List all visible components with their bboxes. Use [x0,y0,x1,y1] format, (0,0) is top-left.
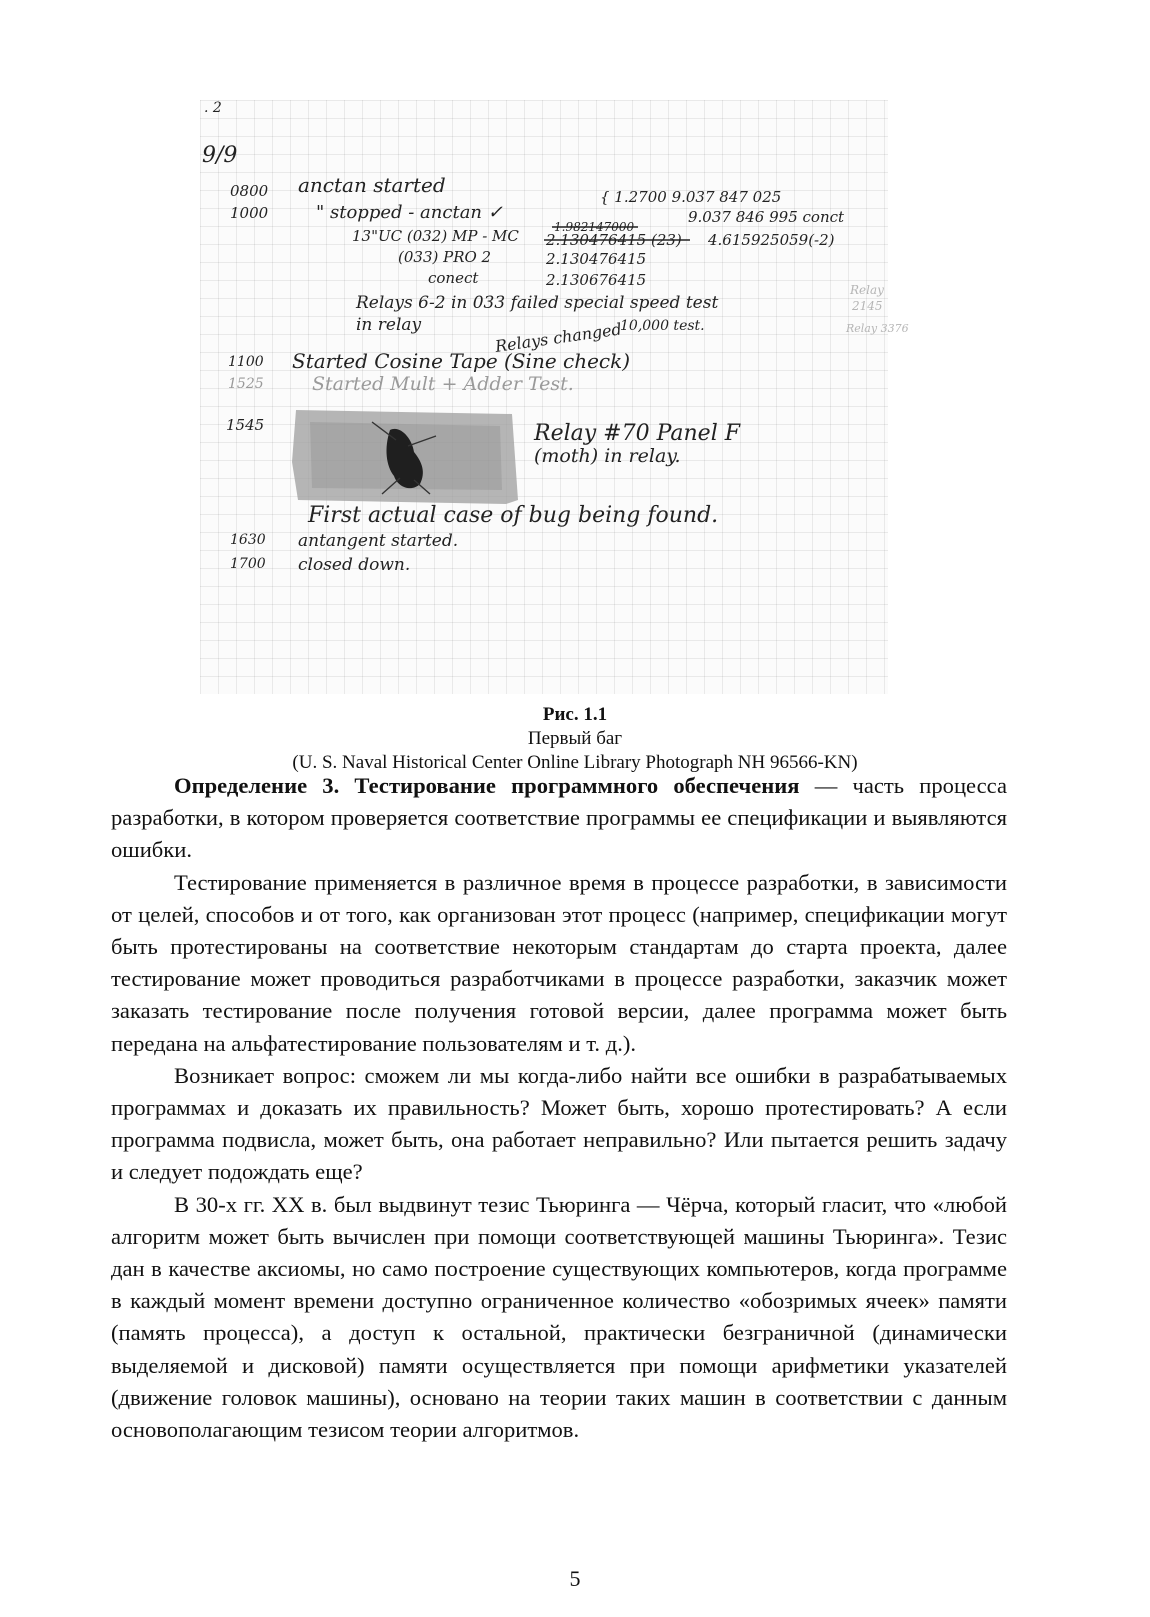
figure-title: Первый баг [527,728,623,749]
taped-moth-image [292,410,518,504]
log-entry: 10,000 test. [620,318,705,334]
log-entry: Relays 6-2 in 033 failed special speed test [356,293,719,313]
log-entry: conect [428,269,479,287]
page-corner-mark: . 2 [204,100,222,116]
log-entry: 13"UC (032) MP - MC [352,227,519,245]
log-entry: (moth) in relay. [534,445,681,467]
definition-term: Определение 3. Тестирование программного обеспечения [174,773,800,798]
log-time: 1630 [230,532,266,548]
log-values: 9.037 846 995 conct [688,208,845,226]
log-struck-value: 2.130476415 (23) [546,231,682,249]
log-entry: First actual case of bug being found. [308,503,719,528]
log-entry: Relay #70 Panel F [534,421,740,446]
log-entry: antangent started. [298,531,459,551]
log-entry: " stopped - anctan ✓ [316,202,503,223]
page-number: 5 [569,1566,581,1591]
log-side-note: Relay 3376 [846,322,909,335]
paragraph: Тестирование применяется в различное время в процессе разработки, в зависимости от целей, способов и от того, как организован этот процесс (например, спецификации могут быть протестированы на соответствие некоторым стандартам до старта проекта, далее тестирование может проводиться разработчиками в процессе разработки, заказчик может заказать тестирование после получения готовой версии, далее программа может быть передана на альфатестирование пользователям и т. д.). [111,869,1007,1056]
figure-caption [150,702,1000,775]
log-side-note: 2145 [852,299,883,313]
figure-log-photo [200,100,909,694]
log-date: 9/9 [202,143,238,168]
log-time: 1700 [230,556,266,572]
paragraph-definition [111,770,1007,867]
log-values: { 1.2700 9.037 847 025 [600,188,782,206]
paragraph: Возникает вопрос: сможем ли мы когда-либо найти все ошибки в разрабатываемых программах и доказать их правильность? Может быть, хорошо протестировать? А если программа подвисла, может быть, она работает неправильно? Или пытается решить задачу и следует подождать еще? [111,1062,1007,1185]
log-values: 2.130476415 [546,250,647,268]
figure-source: (U. S. Naval Historical Center Online Library Photograph NH 96566-KN) [292,752,858,773]
log-time: 1525 [228,376,264,392]
log-time: 1000 [230,204,269,222]
log-entry: in relay [356,315,422,335]
paragraph: В 30-х гг. XX в. был выдвинут тезис Тьюринга — Чёрча, который гласит, что «любой алгоритм может быть вычислен при помощи соответствующей машины Тьюринга». Тезис дан в качестве аксиомы, но само построение существующих компьютеров, когда программе в каждый момент времени доступно ограниченное количество «обозримых ячеек» памяти (память процесса), а доступ к остальной, практически безграничной (динамически выделяемой и дисковой) памяти осуществляется при помощи арифметики указателей (движение головок машины), основано на теории таких машин в соответствии с данным основополагающим тезисом теории алгоритмов. [111,1191,1007,1443]
log-side-note: Relay [850,283,884,297]
log-values: 4.615925059(-2) [708,231,835,249]
log-time: 0800 [230,182,269,200]
log-entry: (033) PRO 2 [398,248,492,266]
body-text [111,770,1007,1446]
log-entry: Started Cosine Tape (Sine check) [292,349,631,373]
log-time: 1100 [228,354,264,370]
log-time: 1545 [226,416,265,434]
log-entry: Started Mult + Adder Test. [312,373,574,395]
log-entry: Relays changed [493,319,623,356]
log-entry: closed down. [298,555,411,575]
log-handwriting [200,100,909,694]
log-struck-value: 1.982147000 [554,220,635,234]
log-entry: anctan started [298,173,446,197]
log-values: 2.130676415 [546,271,647,289]
definition-text: — часть процесса разработки, в котором проверяется соответствие программы ее спецификации и выявляются ошибки. [111,773,1007,863]
figure-number: Рис. 1.1 [542,704,608,725]
